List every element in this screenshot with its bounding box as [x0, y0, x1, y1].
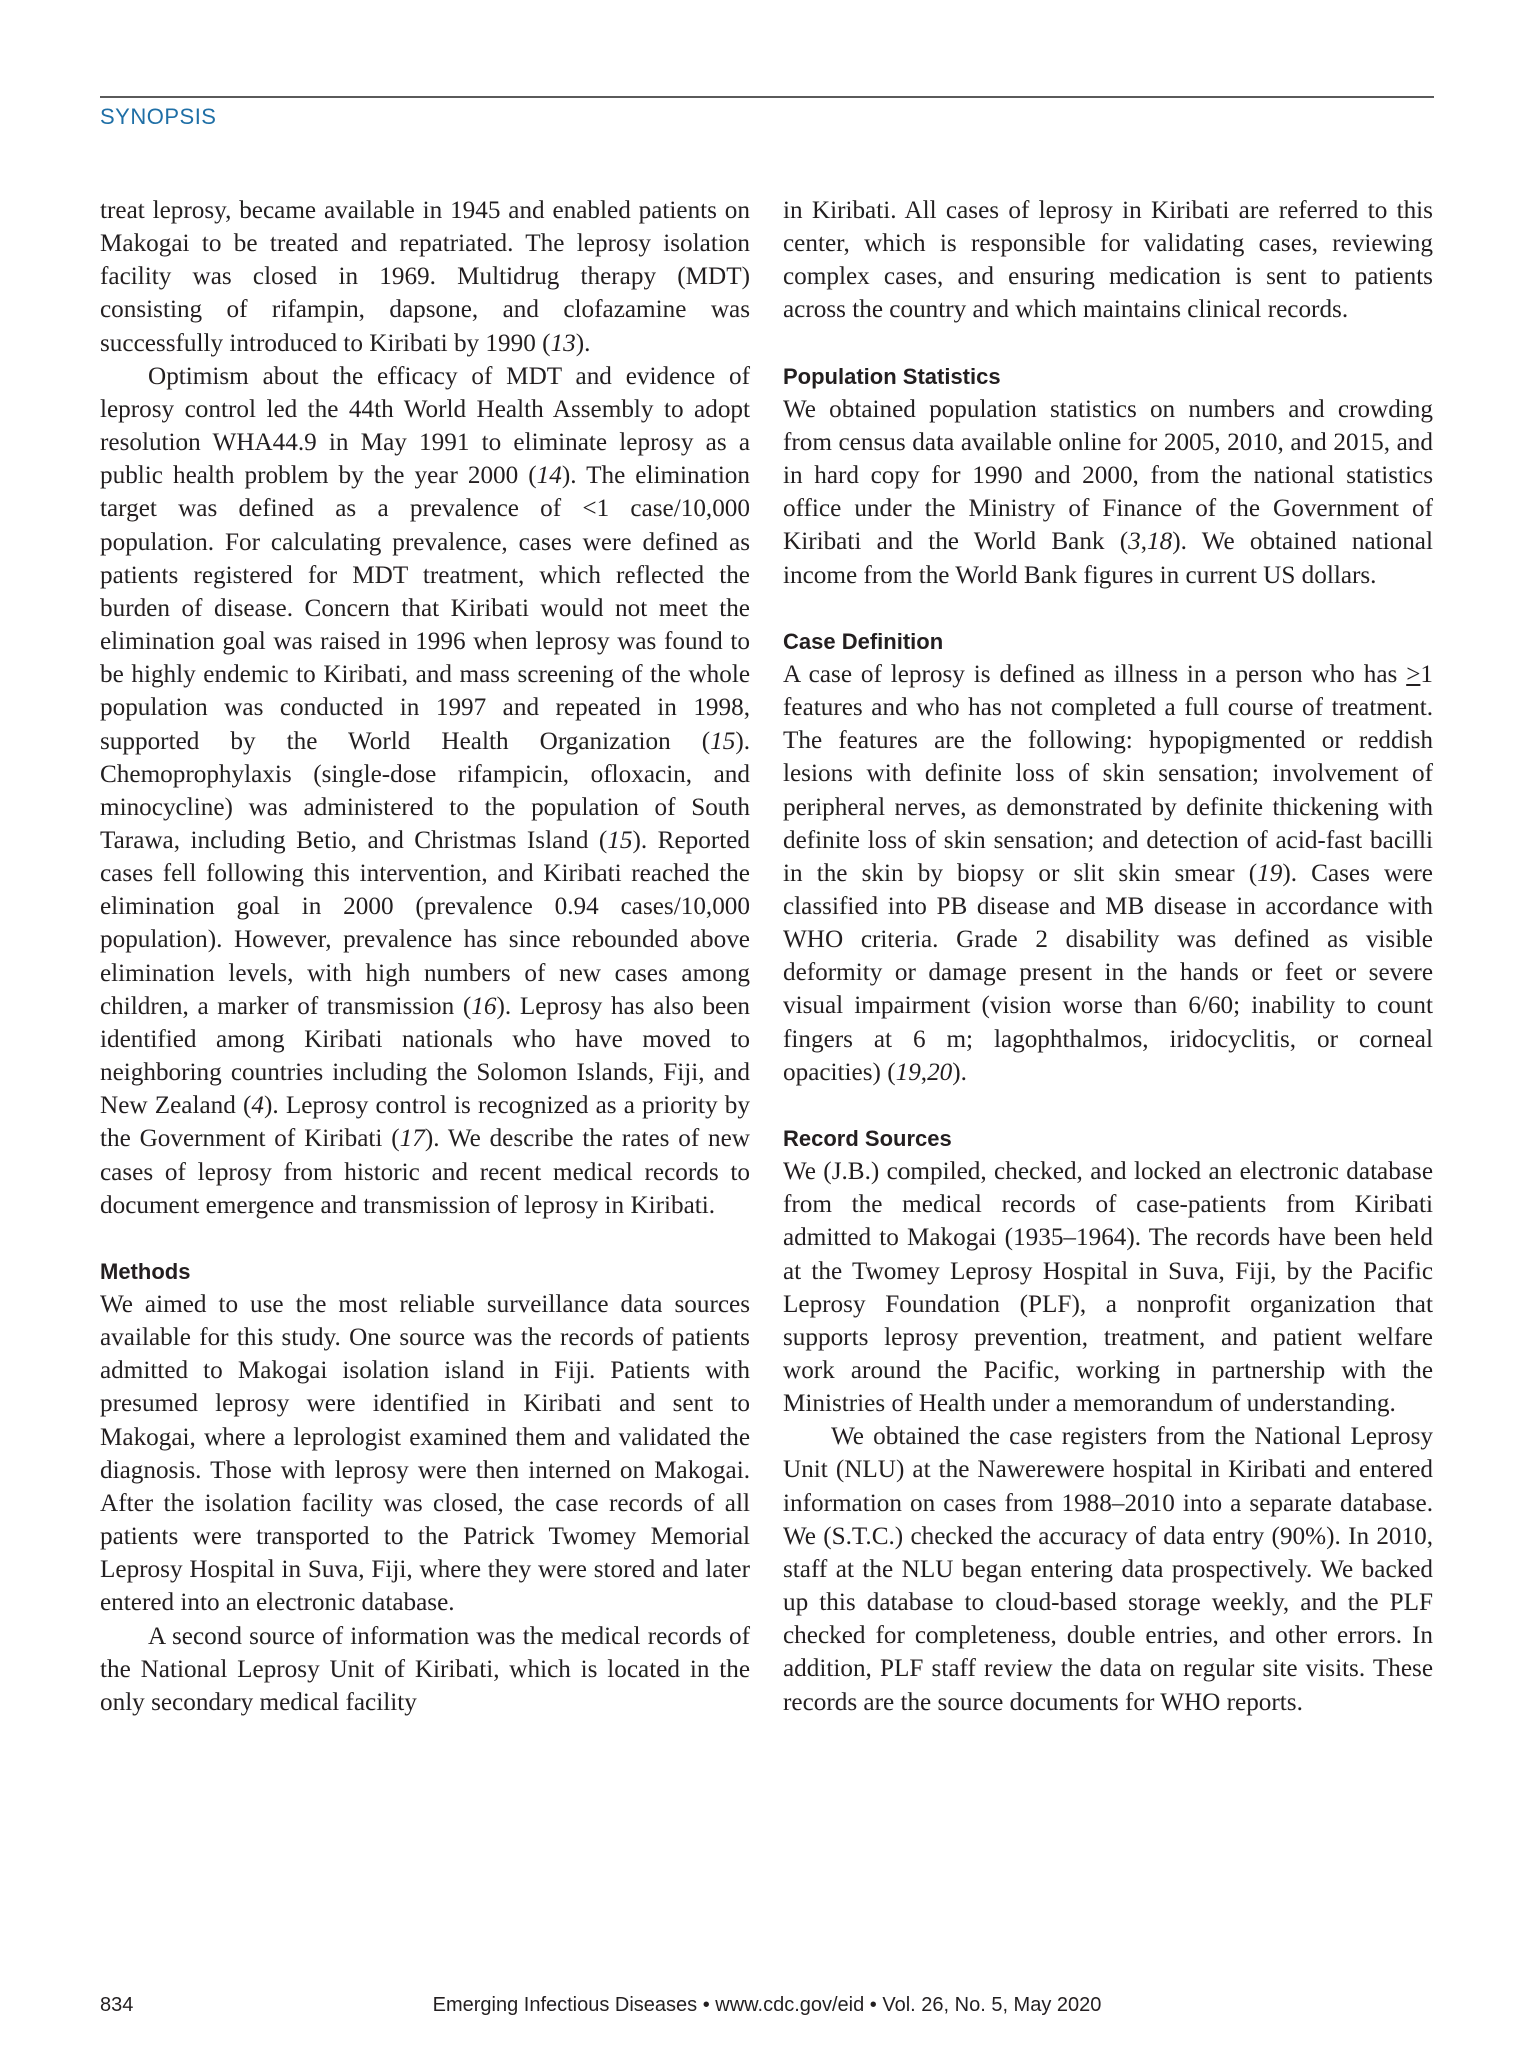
text-run: ). Leprosy has also been identified among Kiribati nationals who have moved to neighboring countries including the Solomon Islands, Fiji, and New Zealand ( [100, 992, 751, 1120]
citation-ref: 4 [251, 1092, 264, 1120]
paragraph [783, 1420, 1433, 1718]
text-run: ). Cases were classified into PB disease and MB disease in accordance with WHO criteria. Grade 2 disability was defined as visible deformity or damage present in the hands or feet or severe visual impairment (vision worse than 6/60; inability to count fingers at 6 m; lagophthalmos, iridocyclitis, or corneal opacities) ( [783, 859, 1433, 1086]
citation-ref: 17 [399, 1125, 425, 1153]
text-run: treat leprosy, became available in 1945 and enabled patients on Makogai to be treated and repatriated. The leprosy isolation facility was closed in 1969. Multidrug therapy (MDT) consisting of rifampin, dapsone, and clofazamine was successfully introduced to Kiribati by 1990 ( [100, 197, 750, 357]
paragraph [100, 194, 750, 360]
citation-ref: 20 [927, 1058, 953, 1086]
citation-ref: 15 [710, 727, 736, 755]
text-run: ). Leprosy control is recognized as a priority by the Government of Kiribati ( [100, 1092, 750, 1153]
left-column [100, 194, 750, 1719]
text-run: ). The elimination target was defined as a prevalence of <1 case/10,000 population. For calculating prevalence, cases were defined as patients registered for MDT treatment, which reflected the burden of disease. Concern that Kiribati would not meet the elimination goal was raised in 1996 when leprosy was found to be highly endemic to Kiribati, and mass screening of the whole population was conducted in 1997 and repeated in 1998, supported by the World Health Organization ( [100, 462, 750, 755]
paragraph [783, 1155, 1433, 1420]
citation-ref: 13 [550, 329, 576, 357]
text-run: ). We describe the rates of new cases of leprosy from historic and recent medical records to document emergence and transmission of leprosy in Kiribati. [100, 1125, 750, 1219]
citation-ref: 19 [1257, 859, 1283, 887]
text-run: Optimism about the efficacy of MDT and evidence of leprosy control led the 44th World Health Assembly to adopt resolution WHA44.9 in May 1991 to eliminate leprosy as a public health problem by the year 2000 ( [100, 362, 750, 490]
text-run: We obtained population statistics on numbers and crowding from census data available online for 2005, 2010, and 2015, and in hard copy for 1990 and 2000, from the national statistics office under the Ministry of Finance of the Government of Kiribati and the World Bank ( [783, 395, 1433, 556]
citation-ref: 3 [1128, 528, 1141, 556]
citation-ref: 18 [1147, 528, 1173, 556]
text-run: A second source of information was the medical records of the National Leprosy Unit of Kiribati, which is located in the only secondary medical facility [100, 1622, 750, 1716]
paragraph [100, 1620, 750, 1719]
text-run: ). [575, 329, 591, 357]
case-definition-heading: Case Definition [783, 628, 944, 654]
text-run: We (J.B.) compiled, checked, and locked an electronic database from the medical records of case-patients from Kiribati admitted to Makogai (1935–1964). The records have been held at the Twomey Leprosy Hospital in Suva, Fiji, by the Pacific Leprosy Foundation (PLF), a nonprofit organization that supports leprosy prevention, treatment, and patient welfare work around the Pacific, working in partnership with the Ministries of Health under a memorandum of understanding. [783, 1158, 1433, 1418]
text-run: We aimed to use the most reliable surveillance data sources available for this study. One source was the records of patients admitted to Makogai isolation island in Fiji. Patients with presumed leprosy were identified in Kiribati and sent to Makogai, where a leprologist examined them and validated the diagnosis. Those with leprosy were then interned on Makogai. After the isolation facility was closed, the case records of all patients were transported to the Patrick Twomey Memorial Leprosy Hospital in Suva, Fiji, where they were stored and later entered into an electronic database. [100, 1291, 750, 1617]
right-column [783, 194, 1433, 1719]
record-sources-heading: Record Sources [783, 1125, 952, 1151]
header-rule [100, 96, 1434, 98]
spacer [100, 1222, 750, 1255]
underlined-symbol: > [1406, 660, 1421, 688]
citation-ref: 16 [471, 992, 497, 1020]
citation-ref: 14 [536, 462, 562, 490]
methods-heading: Methods [100, 1258, 191, 1284]
paragraph [100, 1288, 750, 1620]
section-label: SYNOPSIS [100, 104, 217, 129]
spacer [783, 1089, 1433, 1122]
population-statistics-heading: Population Statistics [783, 363, 1001, 389]
paragraph [783, 658, 1433, 1089]
paragraph [100, 360, 750, 1222]
text-run: in Kiribati. All cases of leprosy in Kiribati are referred to this center, which is responsible for validating cases, reviewing complex cases, and ensuring medication is sent to patients across the country and which maintains clinical records. [783, 197, 1433, 324]
paragraph [783, 393, 1433, 592]
spacer [783, 327, 1433, 360]
text-run: 1 features and who has not completed a full course of treatment. The features are the following: hypopigmented or reddish lesions with definite loss of skin sensation; involvement of peripheral nerves, as demonstrated by definite thickening with definite loss of skin sensation; and detection of acid-fast bacilli in the skin by biopsy or slit skin smear ( [783, 660, 1433, 887]
text-run: , [1140, 528, 1148, 556]
text-run: , [920, 1058, 928, 1086]
citation-ref: 15 [607, 826, 633, 854]
text-run: A case of leprosy is defined as illness in a person who has [783, 660, 1407, 688]
text-run: ). Reported cases fell following this intervention, and Kiribati reached the elimination goal in 2000 (prevalence 0.94 cases/10,000 population). However, prevalence has since rebounded above elimination levels, with high numbers of new cases among children, a marker of transmission ( [100, 826, 750, 1020]
text-run: ). Chemoprophylaxis (single-dose rifampicin, ofloxacin, and minocycline) was administered to the population of South Tarawa, including Betio, and Christmas Island ( [100, 727, 750, 854]
citation-ref: 19 [895, 1058, 921, 1086]
journal-citation: Emerging Infectious Diseases • www.cdc.gov/eid • Vol. 26, No. 5, May 2020 [432, 1994, 1102, 2016]
paragraph [783, 194, 1433, 327]
page-footer [100, 1994, 1434, 2024]
page-number: 834 [100, 1994, 134, 2016]
text-run: ). [952, 1058, 967, 1086]
text-run: ). We obtained national income from the World Bank figures in current US dollars. [783, 528, 1433, 589]
text-run: We obtained the case registers from the National Leprosy Unit (NLU) at the Nawerewere hospital in Kiribati and entered information on cases from 1988–2010 into a separate database. We (S.T.C.) checked the accuracy of data entry (90%). In 2010, staff at the NLU began entering data prospectively. We backed up this database to cloud-based storage weekly, and the PLF checked for completeness, double entries, and other errors. In addition, PLF staff review the data on regular site visits. These records are the source documents for WHO reports. [783, 1423, 1433, 1716]
spacer [783, 592, 1433, 625]
